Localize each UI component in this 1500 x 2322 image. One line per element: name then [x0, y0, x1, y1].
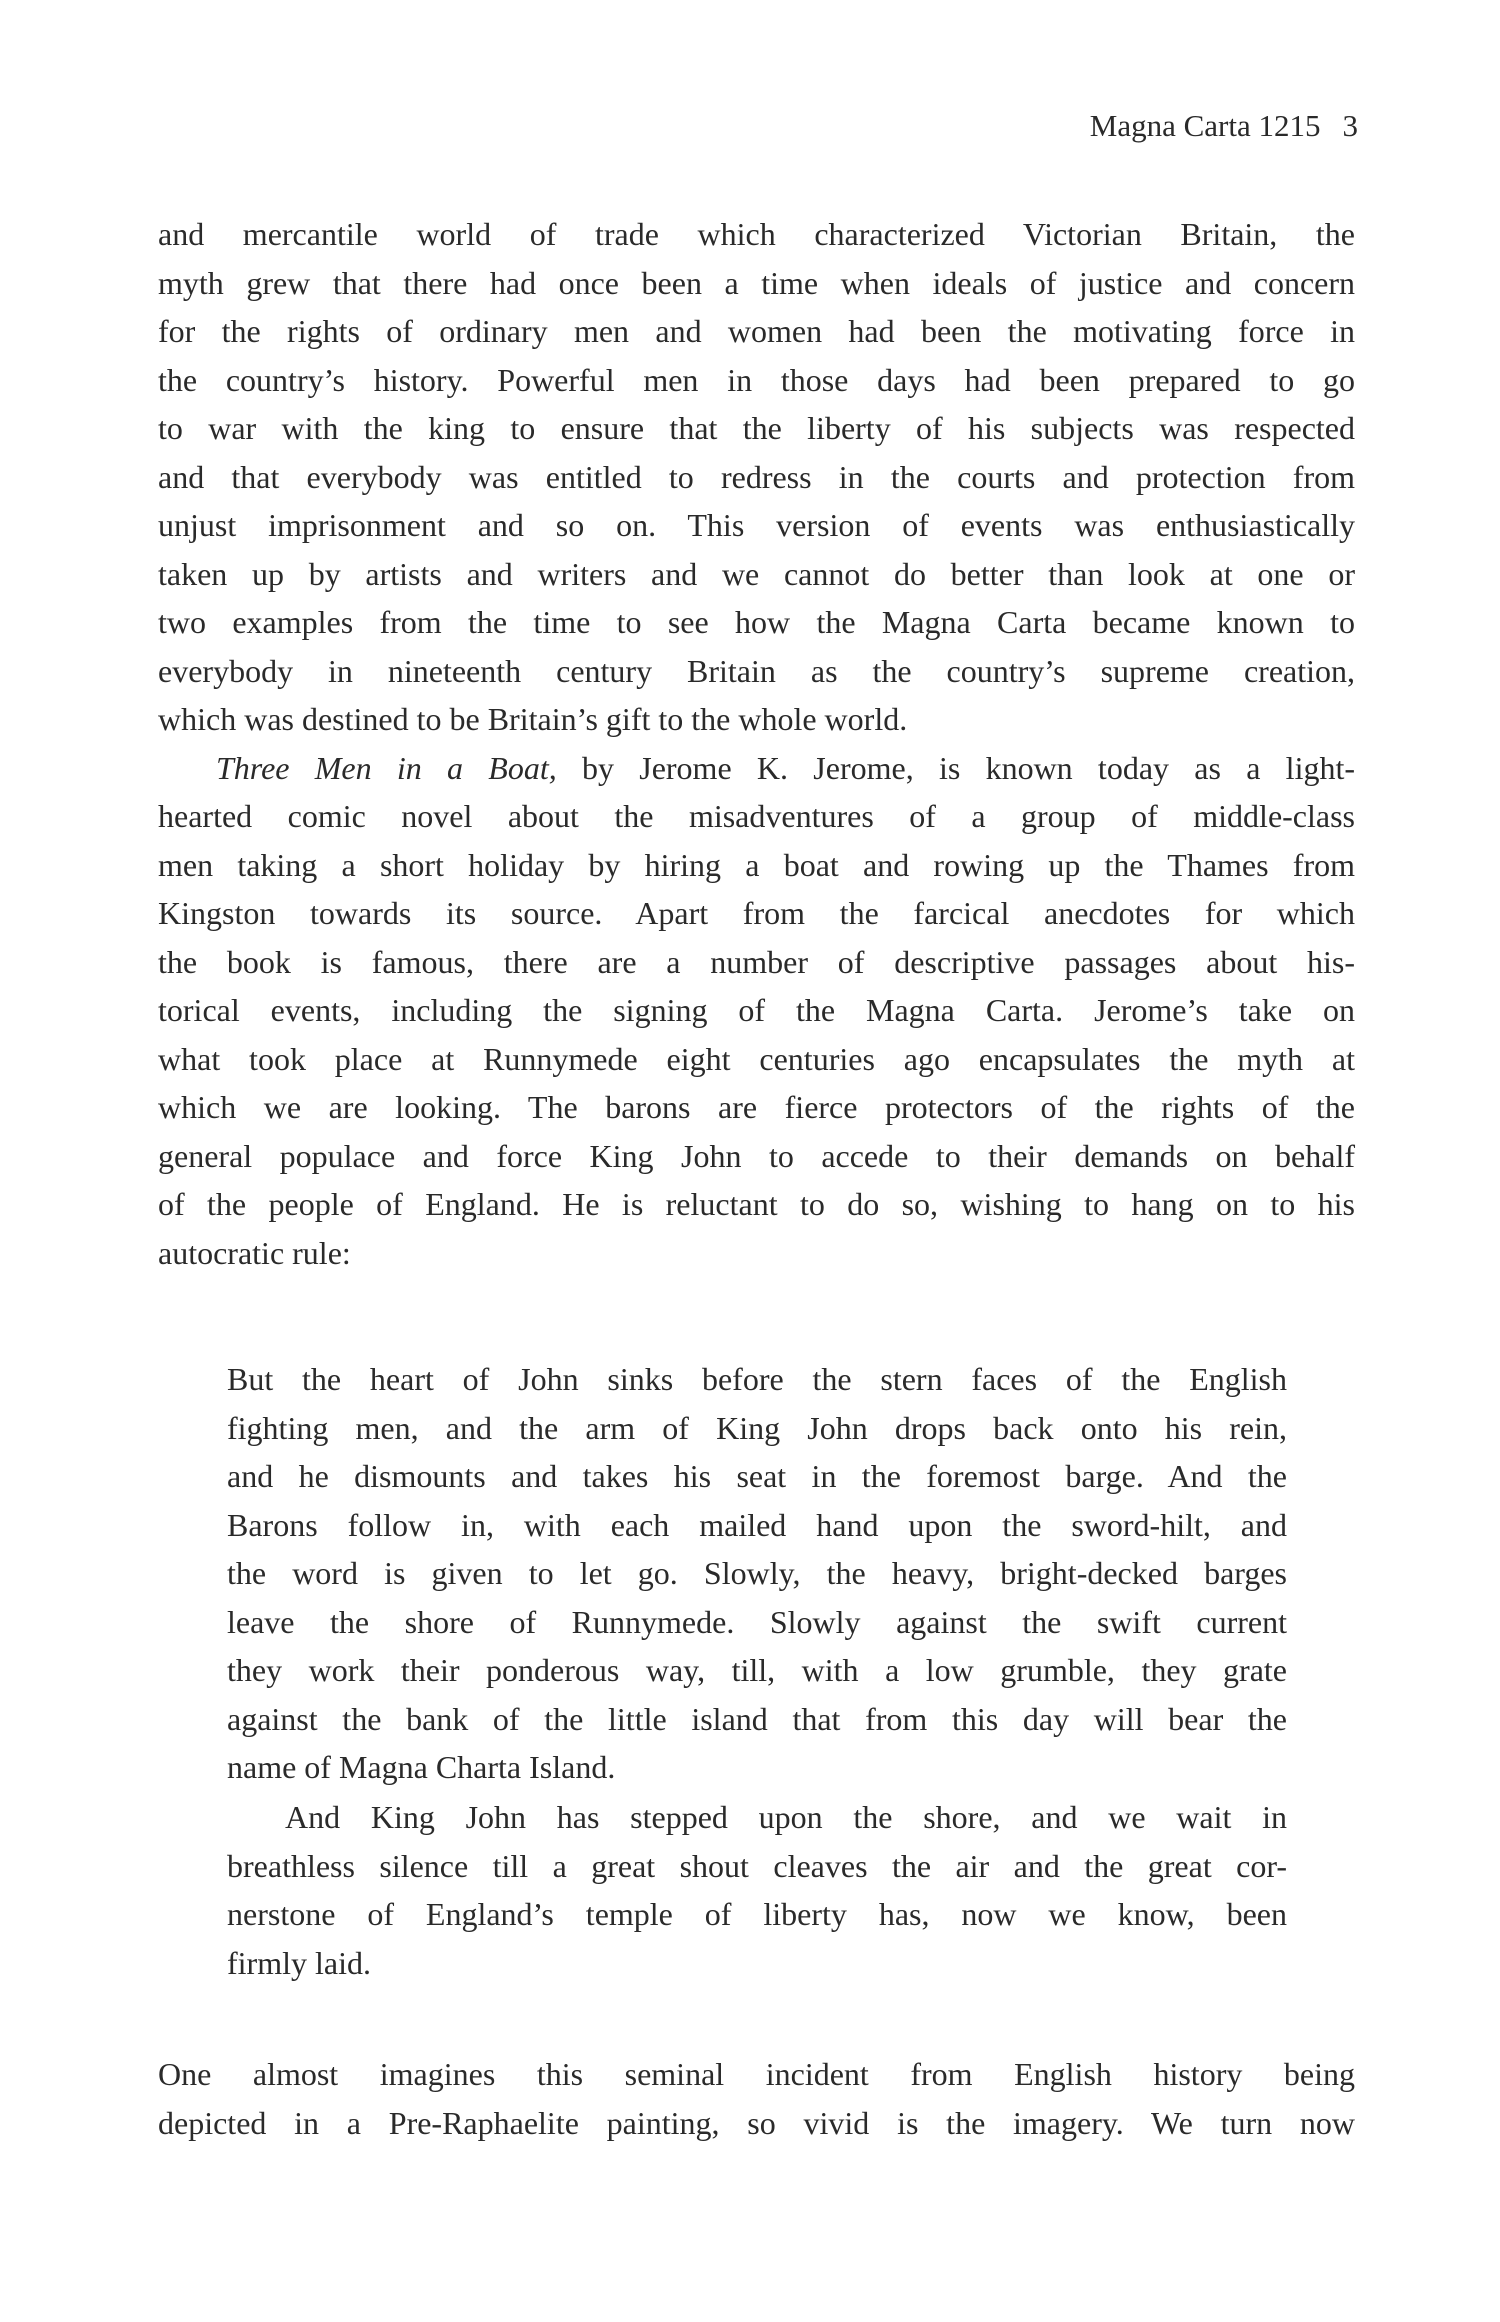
line-text: leave the shore of Runnymede. Slowly against the swift current [227, 1603, 1287, 1640]
line-text: against the bank of the little island that from this day will bear the [227, 1700, 1287, 1737]
line-text: Barons follow in, with each mailed hand upon the sword-hilt, and [227, 1506, 1287, 1543]
text-line [158, 307, 1355, 356]
line-text: general populace and force King John to accede to their demands on behalf [158, 1137, 1355, 1174]
body-paragraphs [158, 210, 1355, 1277]
book-title: Three Men in a Boat, [216, 749, 557, 786]
line-text: the book is famous, there are a number of descriptive passages about his- [158, 943, 1355, 980]
text-line [227, 1842, 1287, 1891]
text-line [158, 1229, 1355, 1278]
block-quote [227, 1355, 1287, 1792]
text-line [158, 259, 1355, 308]
text-line [158, 986, 1355, 1035]
text-line [227, 1452, 1287, 1501]
line-text: nerstone of England’s temple of liberty has, now we know, been [227, 1896, 1287, 1932]
text-line [227, 1793, 1287, 1842]
line-text: men taking a short holiday by hiring a boat and rowing up the Thames from [158, 846, 1355, 883]
running-title: Magna Carta 1215 [1089, 108, 1321, 143]
line-text: two examples from the time to see how the Magna Carta became known to [158, 604, 1355, 640]
line-text: But the heart of John sinks before the stern faces of the English [227, 1361, 1287, 1397]
line-text: and mercantile world of trade which characterized Victorian Britain, the [158, 216, 1355, 252]
text-line [158, 210, 1355, 259]
text-line [227, 1939, 1287, 1988]
line-text: torical events, including the signing of the Magna Carta. Jerome’s take on [158, 992, 1355, 1028]
text-line [227, 1646, 1287, 1695]
line-text: One almost imagines this seminal incident from English history being [158, 2056, 1355, 2092]
running-header [1090, 108, 1358, 144]
text-line [158, 1035, 1355, 1084]
line-text: unjust imprisonment and so on. This version of events was enthusiastically [158, 507, 1355, 543]
text-line [158, 1083, 1355, 1132]
line-text: they work their ponderous way, till, with a low grumble, they grate [227, 1652, 1287, 1688]
block-quote-continued [227, 1793, 1287, 1987]
closing-paragraph [158, 2050, 1355, 2147]
text-line [158, 938, 1355, 987]
text-line [158, 2050, 1355, 2099]
text-line [227, 1598, 1287, 1647]
text-line [227, 1549, 1287, 1598]
line-text: for the rights of ordinary men and women had been the motivating force in [158, 313, 1355, 349]
text-line [158, 1132, 1355, 1181]
text-line [227, 1501, 1287, 1550]
text-line [158, 889, 1355, 938]
text-line [158, 598, 1355, 647]
text-line [227, 1890, 1287, 1939]
line-text: everybody in nineteenth century Britain as the country’s supreme creation, [158, 652, 1355, 689]
text-line [158, 744, 1355, 793]
line-text: autocratic rule: [158, 1234, 351, 1271]
text-line [227, 1695, 1287, 1744]
text-line [227, 1404, 1287, 1453]
line-text: which was destined to be Britain’s gift to the whole world. [158, 701, 908, 737]
line-text: of the people of England. He is reluctant to do so, wishing to hang on to his [158, 1186, 1355, 1222]
text-line [158, 356, 1355, 405]
line-text: breathless silence till a great shout cleaves the air and the great cor- [227, 1847, 1287, 1884]
line-text: taken up by artists and writers and we cannot do better than look at one or [158, 555, 1355, 592]
text-line [158, 1180, 1355, 1229]
page-number: 3 [1342, 108, 1358, 143]
line-text: by Jerome K. Jerome, is known today as a light- [556, 749, 1356, 786]
line-text: name of Magna Charta Island. [227, 1749, 616, 1785]
text-line [158, 792, 1355, 841]
line-text: Kingston towards its source. Apart from the farcical anecdotes for which [158, 895, 1355, 931]
text-line [158, 841, 1355, 890]
text-line [158, 501, 1355, 550]
line-text: depicted in a Pre-Raphaelite painting, so vivid is the imagery. We turn now [158, 2104, 1355, 2141]
line-text: to war with the king to ensure that the liberty of his subjects was respected [158, 410, 1355, 446]
text-line [158, 2099, 1355, 2148]
line-text: the word is given to let go. Slowly, the heavy, bright-decked barges [227, 1555, 1287, 1591]
line-text: hearted comic novel about the misadventures of a group of middle-class [158, 798, 1355, 834]
text-line [158, 453, 1355, 502]
text-line [158, 695, 1355, 744]
line-text: fighting men, and the arm of King John drops back onto his rein, [227, 1409, 1287, 1446]
text-line [227, 1743, 1287, 1792]
line-text: what took place at Runnymede eight centuries ago encapsulates the myth at [158, 1040, 1355, 1077]
text-line [158, 550, 1355, 599]
line-text: myth grew that there had once been a time when ideals of justice and concern [158, 264, 1355, 301]
line-text: firmly laid. [227, 1944, 371, 1981]
text-line [158, 404, 1355, 453]
line-text: and that everybody was entitled to redress in the courts and protection from [158, 458, 1355, 495]
line-text: and he dismounts and takes his seat in the foremost barge. And the [227, 1458, 1287, 1494]
line-text: And King John has stepped upon the shore, and we wait in [285, 1799, 1287, 1835]
line-text: the country’s history. Powerful men in those days had been prepared to go [158, 361, 1355, 398]
text-line [158, 647, 1355, 696]
text-line [227, 1355, 1287, 1404]
line-text: which we are looking. The barons are fierce protectors of the rights of the [158, 1089, 1355, 1125]
